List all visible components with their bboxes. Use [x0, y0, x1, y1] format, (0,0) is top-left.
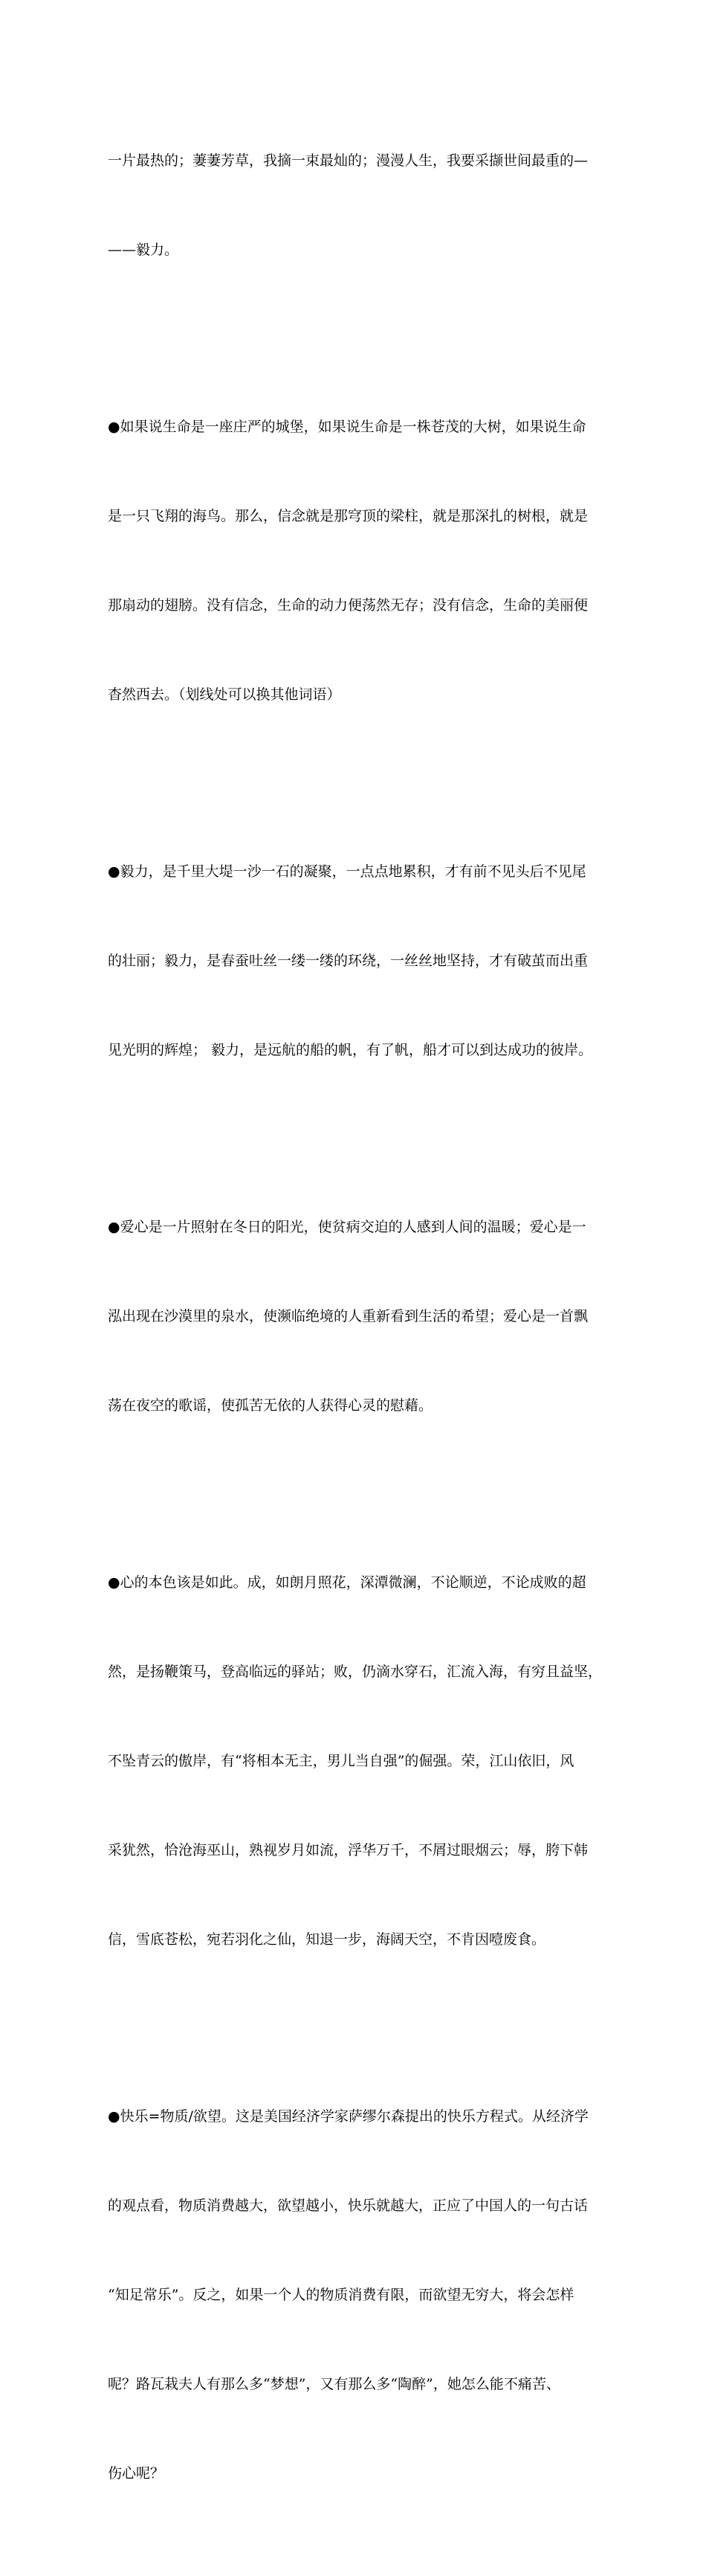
text-line: 采犹然，恰沧海巫山，熟视岁月如流，浮华万千，不屑过眼烟云；辱，胯下韩 — [108, 1842, 589, 1858]
paragraph-heart — [108, 1508, 604, 2014]
text-line: 呢？路瓦栽夫人有那么多“梦想”，又有那么多“陶醉”，她怎么能不痛苦、 — [108, 2376, 560, 2392]
text-line: 伤心呢？ — [108, 2465, 165, 2482]
text-line: 一片最热的；萋萋芳草，我摘一束最灿的；漫漫人生，我要采撷世间最重的— — [108, 152, 589, 169]
text-line: 的观点看，物质消费越大，欲望越小，快乐就越大，正应了中国人的一句古话 — [108, 2197, 589, 2214]
text-line: 不坠青云的傲岸，有“将相本无主，男儿当自强”的倔强。荣，江山依旧，风 — [108, 1753, 574, 1769]
text-line: 信，雪底苍松，宛若羽化之仙，知退一步，海阔天空，不肯因噎废食。 — [108, 1931, 546, 1948]
paragraph-belief — [108, 352, 604, 769]
paragraph-perseverance — [108, 797, 604, 1124]
text-line: “知足常乐”。反之，如果一个人的物质消费有限，而欲望无穷大，将会怎样 — [108, 2287, 574, 2303]
text-line: ●快乐=物质/欲望。这是美国经济学家萨缪尔森提出的快乐方程式。从经济学 — [108, 2108, 589, 2125]
text-line: 是一只飞翔的海鸟。那么，信念就是那穹顶的梁柱，就是那深扎的树根，就是 — [108, 508, 589, 524]
text-line: ——毅力。 — [108, 242, 179, 258]
text-line: 荡在夜空的歌谣，使孤苦无依的人获得心灵的慰藉。 — [108, 1397, 433, 1414]
text-line: 的壮丽；毅力，是春蚕吐丝一缕一缕的环绕，一丝丝地坚持，才有破茧而出重 — [108, 953, 589, 969]
text-line: 然，是扬鞭策马，登高临远的驿站；败，仍滴水穿石，汇流入海，有穷且益坚， — [108, 1664, 603, 1680]
paragraph-perseverance-intro — [108, 86, 604, 324]
text-line: ●心的本色该是如此。成，如朗月照花，深潭微澜，不论顺逆，不论成败的超 — [108, 1574, 586, 1591]
text-line: ●爱心是一片照射在冬日的阳光，使贫病交迫的人感到人间的温暖；爱心是一 — [108, 1219, 586, 1235]
text-line: 那扇动的翅膀。没有信念，生命的动力便荡然无存；没有信念，生命的美丽便 — [108, 597, 589, 614]
text-line: 见光明的辉煌； 毅力，是远航的船的帆，有了帆，船才可以到达成功的彼岸。 — [108, 1042, 593, 1058]
text-line: ●如果说生命是一座庄严的城堡，如果说生命是一株苍茂的大树，如果说生命 — [108, 419, 586, 435]
paragraph-love — [108, 1153, 604, 1480]
text-line: ●毅力，是千里大堤一沙一石的凝聚，一点点地累积，才有前不见头后不见尾 — [108, 863, 586, 880]
document-page — [108, 86, 604, 2576]
paragraph-happiness — [108, 2042, 604, 2548]
text-line: 泓出现在沙漠里的泉水，使濒临绝境的人重新看到生活的希望；爱心是一首飘 — [108, 1308, 589, 1324]
text-line: 杳然西去。（划线处可以换其他词语） — [108, 686, 341, 703]
